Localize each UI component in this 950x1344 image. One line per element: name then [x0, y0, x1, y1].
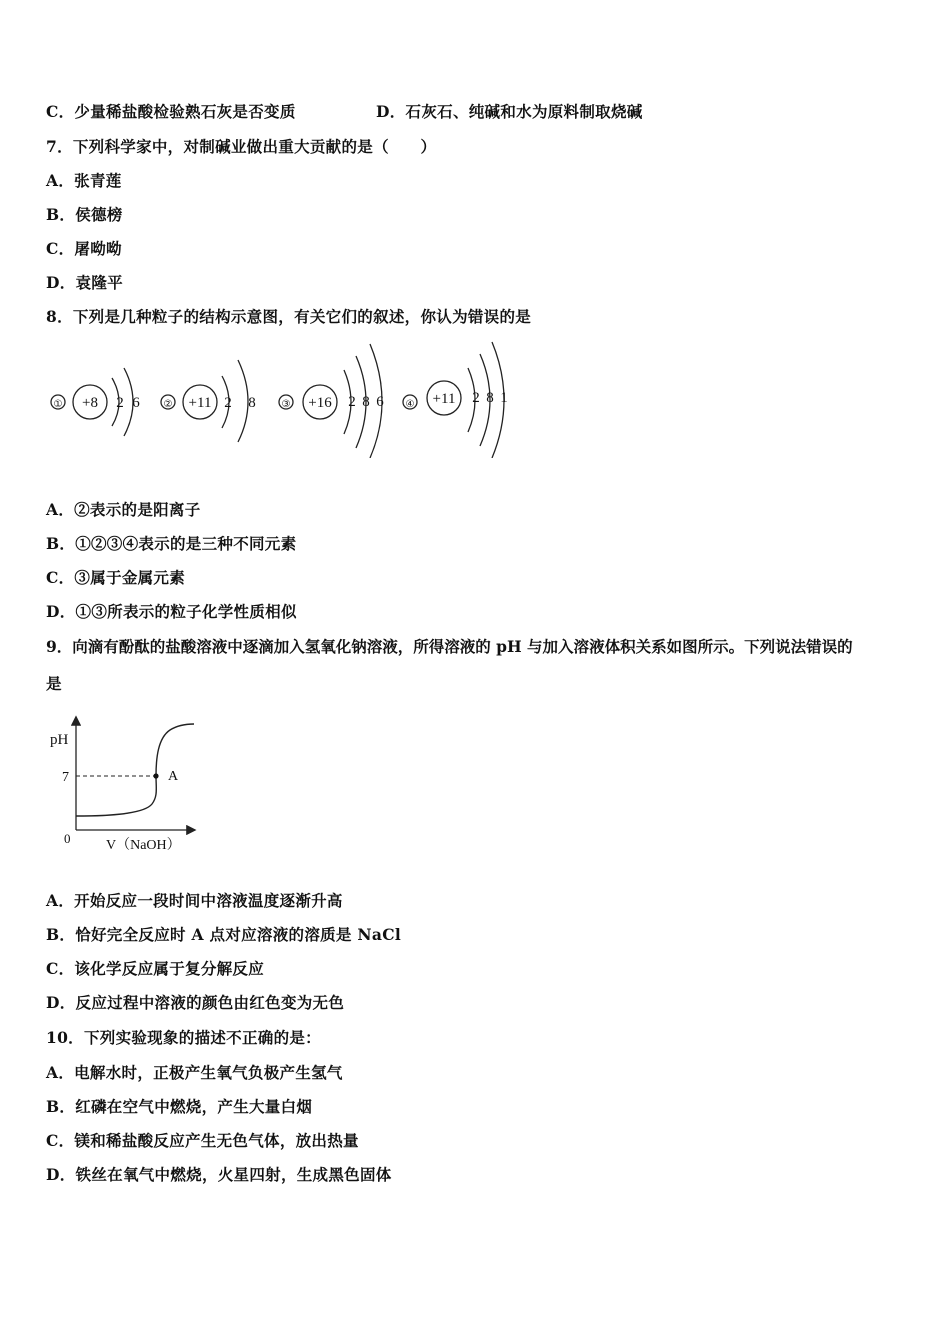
q10-option-b: B．红磷在空气中燃烧，产生大量白烟: [46, 1097, 313, 1116]
ph-graph: [40, 708, 220, 858]
x-axis-label: V（NaOH）: [106, 838, 181, 853]
q8-option-c: C．③属于金属元素: [46, 568, 186, 587]
q9-option-c: C．该化学反应属于复分解反应: [46, 959, 265, 978]
particle-2-shell-2-count: 8: [248, 395, 256, 411]
q8-option-b: B．①②③④表示的是三种不同元素: [46, 534, 297, 553]
particle-3-shell-2-count: 8: [362, 394, 370, 410]
particle-4-shell-1-count: 2: [472, 390, 480, 406]
q9-option-d: D．反应过程中溶液的颜色由红色变为无色: [46, 993, 345, 1012]
q8-option-d: D．①③所表示的粒子化学性质相似: [46, 602, 297, 621]
q7-option-b: B．侯德榜: [46, 205, 123, 224]
particle-1-nucleus: +8: [82, 395, 98, 411]
particle-1-label: ①: [53, 399, 63, 410]
particle-2-shell-2: [238, 360, 248, 442]
particle-3-shell-1-count: 2: [348, 394, 356, 410]
origin-label: 0: [64, 831, 71, 846]
q9-stem-line1: 9．向滴有酚酞的盐酸溶液中逐滴加入氢氧化钠溶液，所得溶液的 pH 与加入溶液体积关系如图所示。下列说法错误的: [46, 637, 853, 656]
particle-1-shell-1-count: 2: [116, 395, 124, 411]
q8-option-a: A．②表示的是阳离子: [46, 500, 201, 519]
q7-option-a: A．张青莲: [46, 171, 122, 190]
particle-4-shell-3-count: 1: [500, 390, 508, 406]
q9-stem-line2: 是: [46, 674, 62, 693]
particle-3-shell-3-count: 6: [376, 394, 384, 410]
q6-option-c: C．少量稀盐酸检验熟石灰是否变质: [46, 102, 296, 121]
q8-stem: 8．下列是几种粒子的结构示意图，有关它们的叙述，你认为错误的是: [46, 307, 532, 326]
particle-2-nucleus: +11: [188, 395, 212, 411]
particle-1-shell-2-count: 6: [132, 395, 140, 411]
particle-4-shell-2-count: 8: [486, 390, 494, 406]
particle-structure-diagram: [40, 338, 520, 458]
q9-option-b: B．恰好完全反应时 A 点对应溶液的溶质是 NaCl: [46, 925, 402, 944]
q10-option-a: A．电解水时，正极产生氧气负极产生氢气: [46, 1063, 343, 1082]
y-tick-7: 7: [62, 770, 69, 785]
point-a-label: A: [168, 769, 179, 784]
q7-stem: 7．下列科学家中，对制碱业做出重大贡献的是（ ）: [46, 137, 437, 156]
ph-axis-label: pH: [50, 732, 69, 748]
q7-option-c: C．屠呦呦: [46, 239, 122, 258]
particle-4-label: ④: [405, 399, 415, 410]
particle-2-shell-1-count: 2: [224, 395, 232, 411]
particle-3-nucleus: +16: [308, 395, 332, 411]
q6-option-d: D．石灰石、纯碱和水为原料制取烧碱: [376, 102, 643, 121]
particle-2-label: ②: [163, 399, 173, 410]
q10-stem: 10．下列实验现象的描述不正确的是：: [46, 1028, 321, 1047]
q9-option-a: A．开始反应一段时间中溶液温度逐渐升高: [46, 891, 343, 910]
q10-option-c: C．镁和稀盐酸反应产生无色气体，放出热量: [46, 1131, 359, 1150]
q7-option-d: D．袁隆平: [46, 273, 123, 292]
particle-4-nucleus: +11: [432, 391, 456, 407]
q10-option-d: D．铁丝在氧气中燃烧，火星四射，生成黑色固体: [46, 1165, 392, 1184]
point-a-marker: [153, 773, 158, 778]
particle-3-label: ③: [281, 399, 291, 410]
